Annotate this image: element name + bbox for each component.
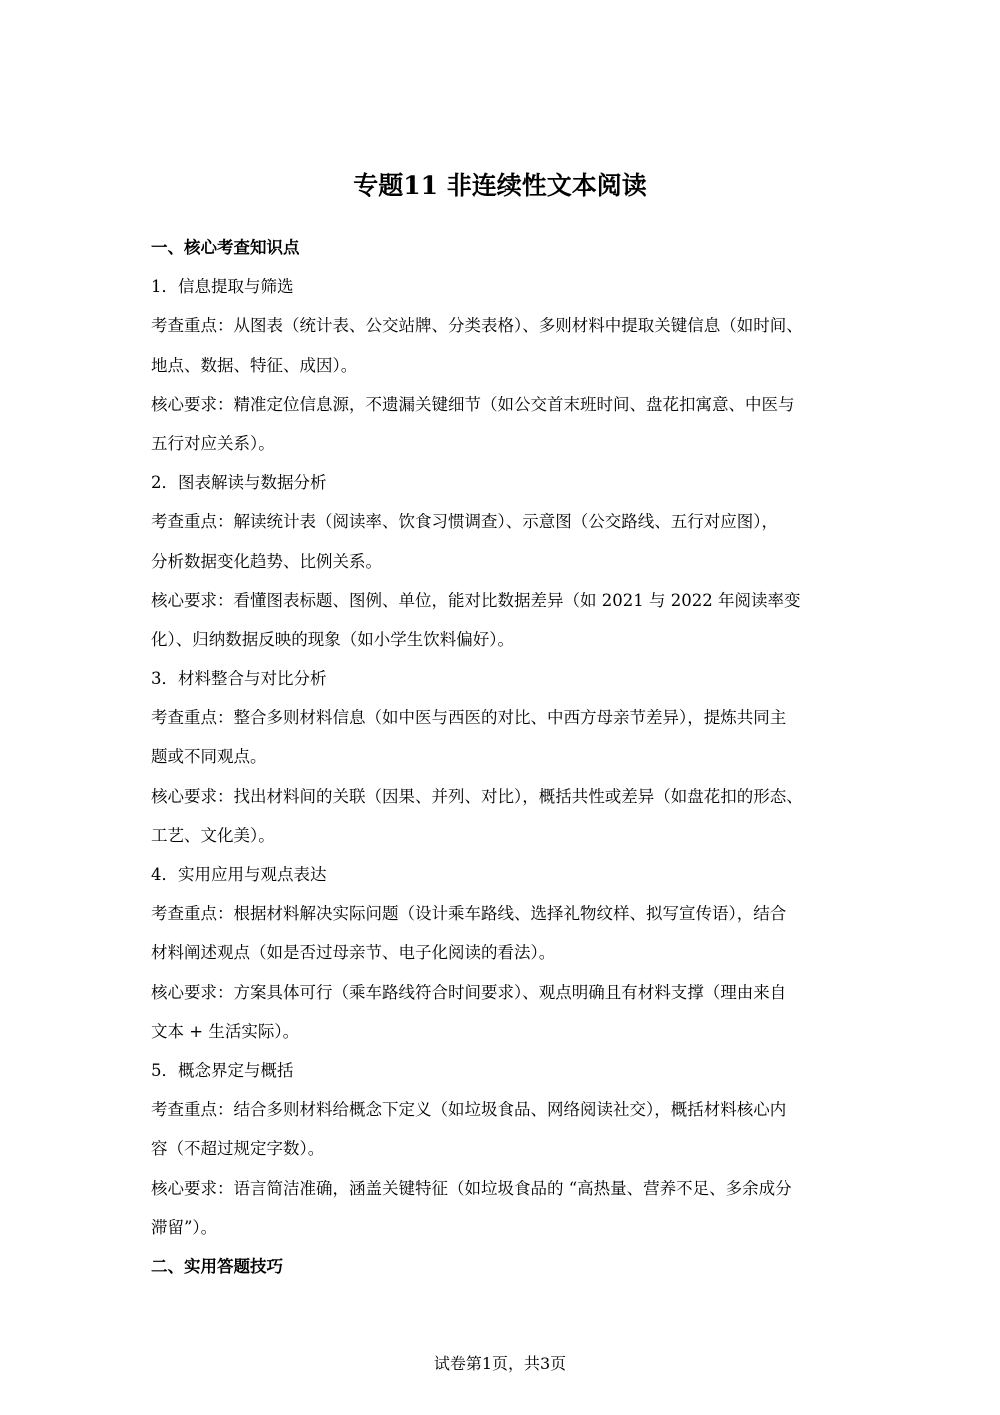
body-line: 容（不超过规定字数）。	[151, 1139, 325, 1159]
body-line: 考查重点：结合多则材料给概念下定义（如垃圾食品、网络阅读社交），概括材料核心内	[151, 1100, 787, 1120]
body-line: 核心要求：看懂图表标题、图例、单位，能对比数据差异（如 2021 与 2022 年阅读率变	[151, 590, 801, 610]
body-line: 题或不同观点。	[151, 747, 267, 767]
item-heading-practical-application: 4．实用应用与观点表达	[151, 865, 327, 884]
section-heading-core-knowledge: 一、核心考查知识点	[151, 238, 300, 257]
item-heading-material-integration: 3．材料整合与对比分析	[151, 669, 327, 689]
body-line: 工艺、文化美）。	[151, 825, 275, 845]
body-line: 滞留”）。	[151, 1217, 218, 1237]
body-line: 核心要求：精准定位信息源，不遗漏关键细节（如公交首末班时间、盘花扣寓意、中医与	[151, 394, 795, 414]
document-title: 专题11 非连续性文本阅读	[353, 171, 647, 200]
body-line: 核心要求：语言简洁准确，涵盖关键特征（如垃圾食品的 “高热量、营养不足、多余成分	[151, 1178, 792, 1198]
body-line: 考查重点：从图表（统计表、公交站牌、分类表格）、多则材料中提取关键信息（如时间、	[151, 316, 803, 336]
body-line: 地点、数据、特征、成因）。	[151, 355, 358, 375]
body-line: 文本 + 生活实际）。	[151, 1021, 300, 1041]
body-line: 五行对应关系）。	[151, 433, 275, 453]
body-line: 考查重点：根据材料解决实际问题（设计乘车路线、选择礼物纹样、拟写宣传语），结合	[151, 904, 787, 924]
document-body	[151, 228, 851, 1286]
body-line: 考查重点：整合多则材料信息（如中医与西医的对比、中西方母亲节差异），提炼共同主	[151, 708, 787, 728]
body-line: 分析数据变化趋势、比例关系。	[151, 551, 382, 571]
body-line: 核心要求：方案具体可行（乘车路线符合时间要求）、观点明确且有材料支撑（理由来自	[151, 982, 787, 1002]
body-line: 化）、归纳数据反映的现象（如小学生饮料偏好）。	[151, 629, 514, 649]
body-line: 材料阐述观点（如是否过母亲节、电子化阅读的看法）。	[151, 943, 556, 963]
body-line: 核心要求：找出材料间的关联（因果、并列、对比），概括共性或差异（如盘花扣的形态、	[151, 786, 803, 806]
item-heading-concept-definition: 5．概念界定与概括	[151, 1060, 294, 1080]
body-line: 考查重点：解读统计表（阅读率、饮食习惯调查）、示意图（公交路线、五行对应图），	[151, 512, 778, 532]
section-heading-answer-tips: 二、实用答题技巧	[151, 1256, 283, 1276]
item-heading-info-extraction: 1．信息提取与筛选	[151, 277, 294, 297]
page-footer: 试卷第1页，共3页	[433, 1354, 567, 1373]
item-heading-chart-reading: 2．图表解读与数据分析	[151, 473, 327, 493]
